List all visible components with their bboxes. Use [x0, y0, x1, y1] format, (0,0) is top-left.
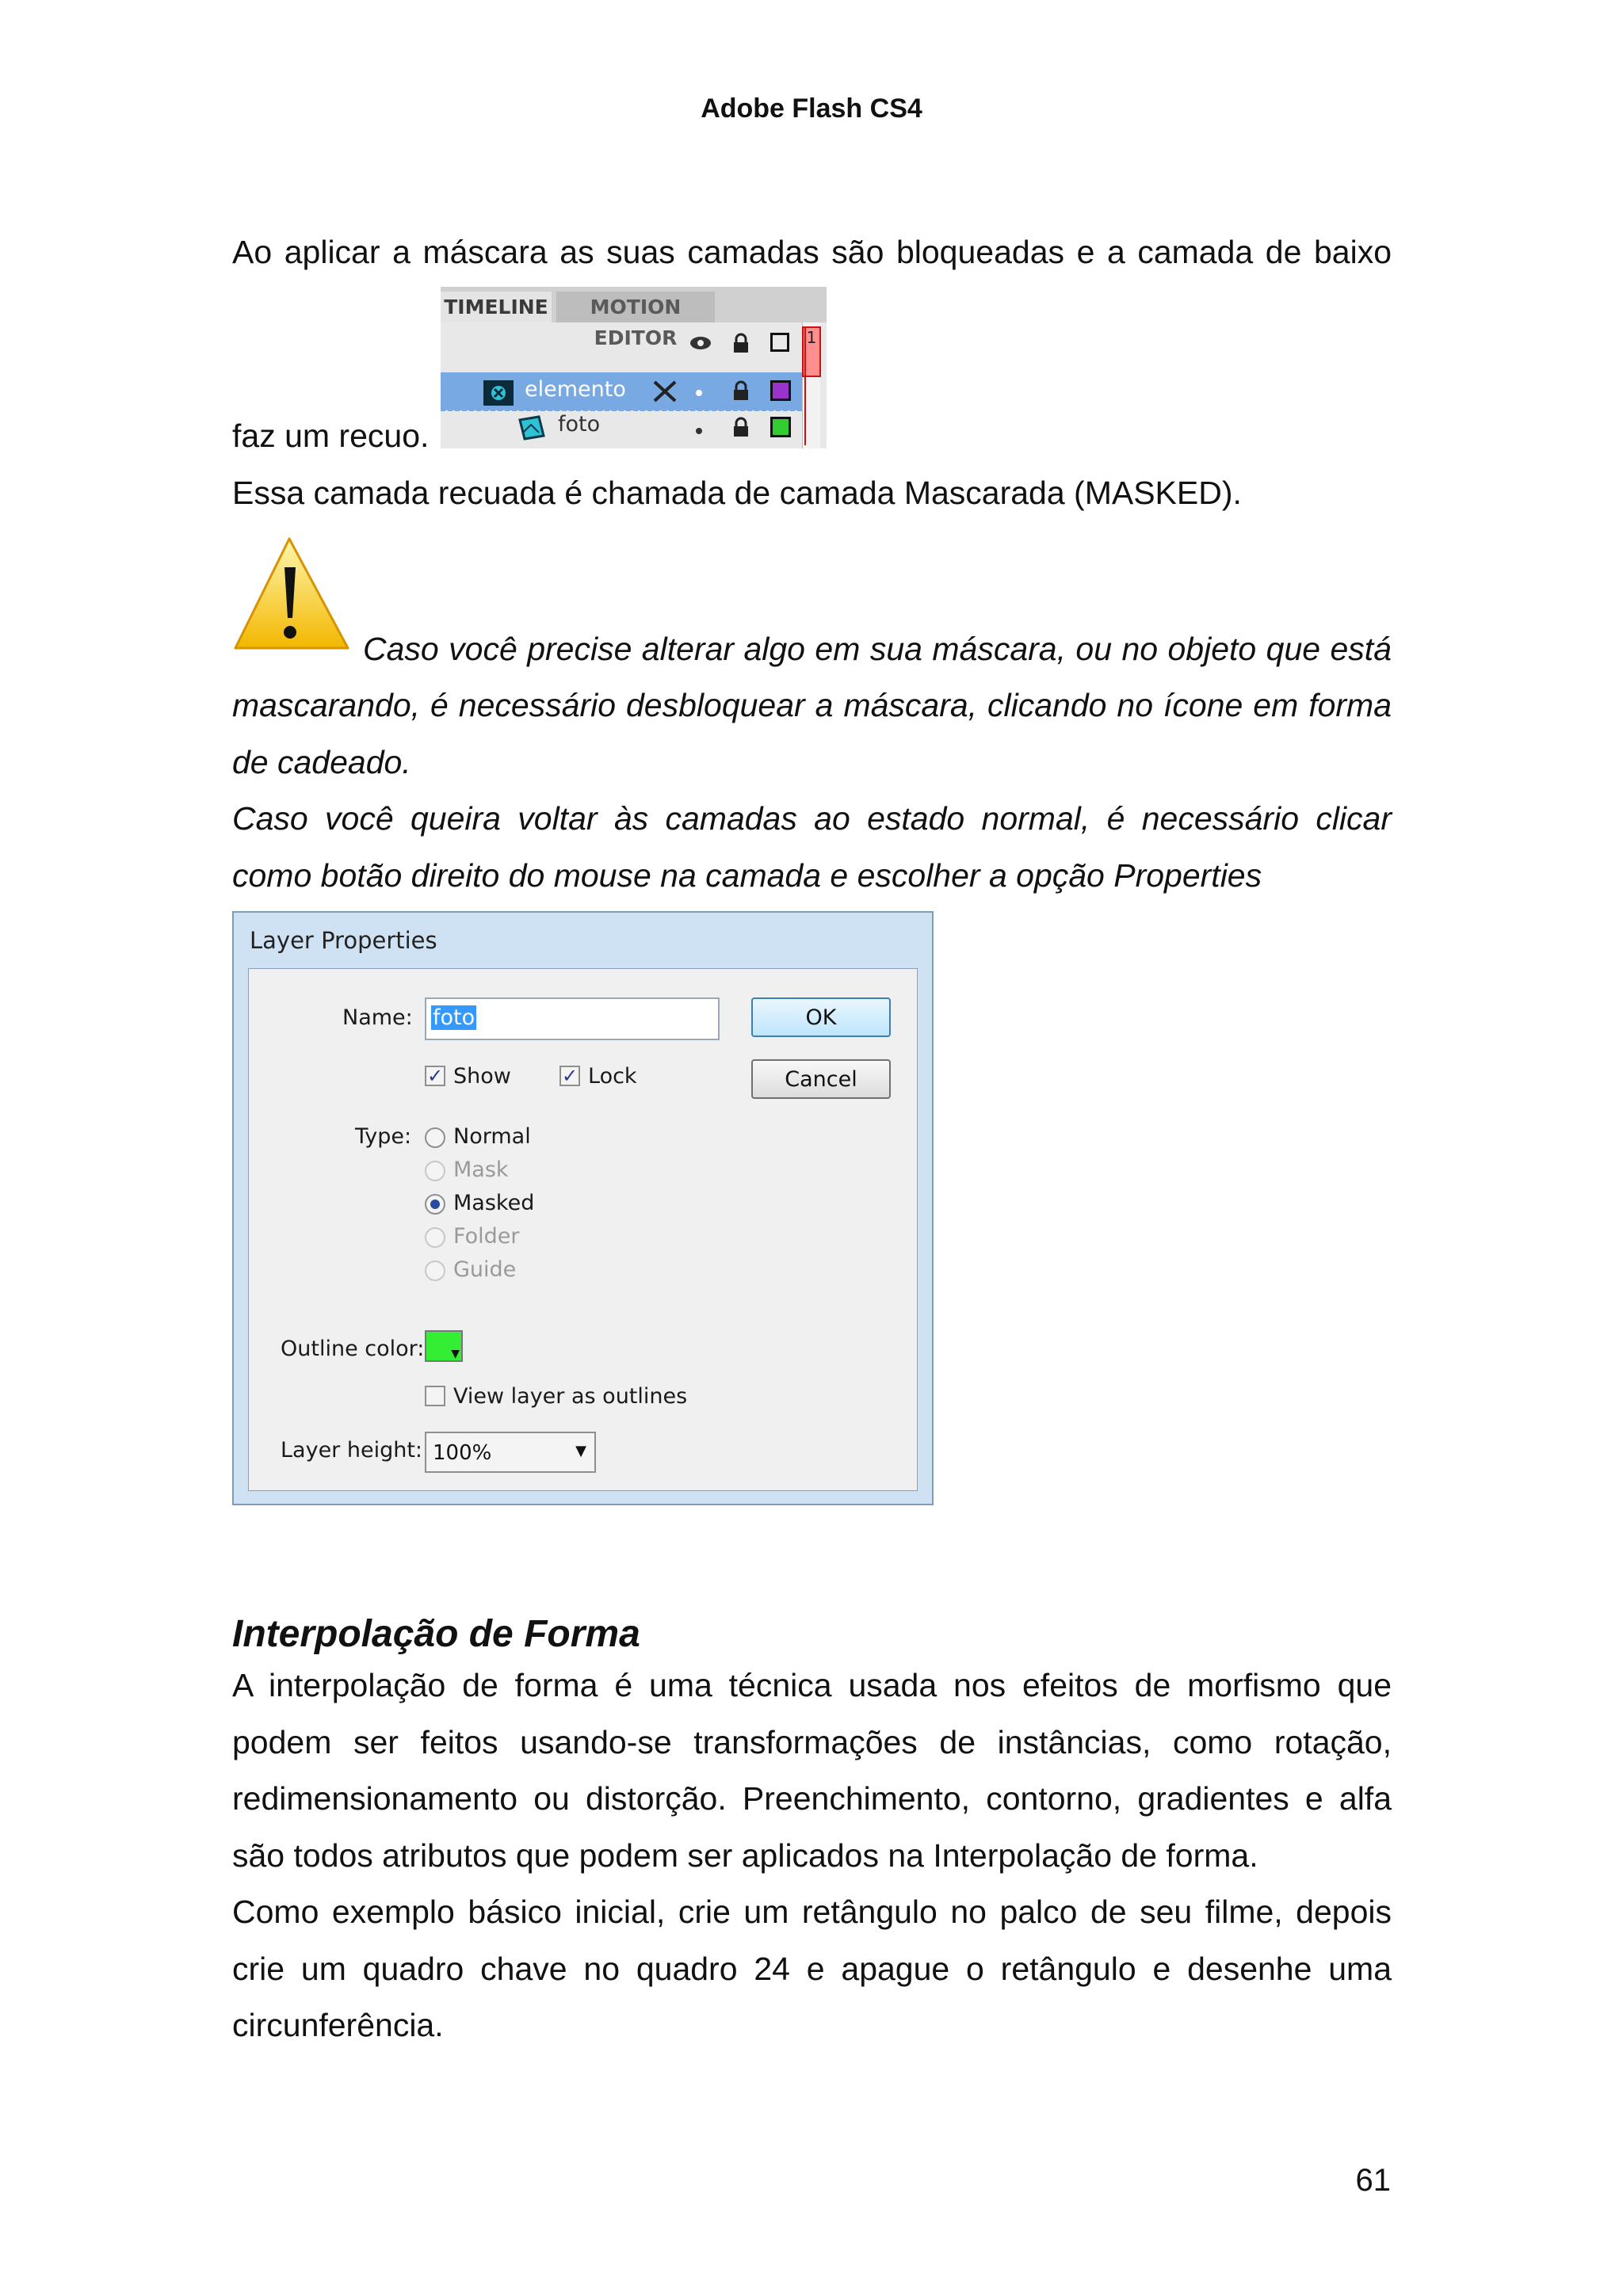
chevron-down-icon: ▼ [575, 1443, 586, 1459]
type-mask-label: Mask [453, 1158, 509, 1182]
masked-description: Essa camada recuada é chamada de camada Mascarada (MASKED). [232, 475, 1242, 511]
type-normal-label: Normal [453, 1124, 531, 1149]
layer-lock-icon[interactable] [732, 417, 750, 441]
warning-line-1: Caso você precise alterar algo em sua máscara, ou no objeto que está [363, 631, 1392, 667]
section-p2-line-3: circunferência. [232, 2007, 444, 2043]
pencil-icon [651, 379, 678, 407]
visibility-dot[interactable] [696, 390, 702, 396]
warning-line-5: como botão direito do mouse na camada e escolher a opção Properties [232, 856, 1262, 894]
name-input-value: foto [433, 1005, 475, 1030]
name-input[interactable] [425, 997, 720, 1040]
type-guide-label: Guide [453, 1257, 517, 1282]
section-p1-line-1: A interpolação de forma é uma técnica usada nos efeitos de morfismo que [232, 1667, 1392, 1703]
view-outlines-label: View layer as outlines [453, 1384, 688, 1409]
timeline-screenshot [441, 287, 827, 448]
eye-icon[interactable] [689, 334, 712, 355]
playhead[interactable] [804, 326, 819, 445]
layer-lock-icon[interactable] [732, 380, 750, 404]
view-outlines-checkbox[interactable] [425, 1386, 445, 1406]
layer-height-label: Layer height: [281, 1438, 423, 1463]
layer-name-foto: foto [558, 412, 601, 437]
dropdown-arrow-icon: ▼ [451, 1348, 460, 1360]
type-masked-radio[interactable] [425, 1194, 445, 1215]
layer-height-value: 100% [433, 1441, 492, 1465]
lock-icon[interactable] [732, 333, 750, 357]
type-label: Type: [355, 1124, 412, 1149]
visibility-dot[interactable] [696, 428, 702, 434]
layer-row-elemento[interactable] [441, 372, 805, 410]
show-label: Show [453, 1064, 511, 1089]
layer-height-select[interactable] [425, 1432, 596, 1473]
outline-color-swatch[interactable] [425, 1330, 463, 1362]
warning-line-3: de cadeado. [232, 743, 411, 780]
tab-timeline[interactable]: TIMELINE [441, 292, 552, 322]
section-p1-line-3: redimensionamento ou distorção. Preenchimento, contorno, gradientes e alfa [232, 1780, 1392, 1817]
section-p1-line-4: são todos atributos que podem ser aplicados na Interpolação de forma. [232, 1836, 1258, 1874]
warning-line-4: Caso você queira voltar às camadas ao estado normal, é necessário clicar [232, 800, 1392, 837]
section-p1-line-2: podem ser feitos usando-se transformações de instâncias, como rotação, [232, 1723, 1392, 1760]
layer-row-foto[interactable] [441, 410, 805, 448]
dialog-body [248, 968, 918, 1491]
ok-button[interactable]: OK [751, 997, 891, 1037]
type-folder-label: Folder [453, 1224, 520, 1249]
layer-color-swatch[interactable] [770, 380, 791, 401]
layer-color-swatch[interactable] [770, 417, 791, 437]
type-masked-label: Masked [453, 1191, 535, 1215]
lock-label: Lock [588, 1064, 637, 1089]
intro-paragraph [232, 224, 1392, 281]
intro-line-1: Ao aplicar a máscara as suas camadas são bloqueadas e a camada de baixo [232, 234, 1392, 270]
intro-line-2: faz um recuo. [232, 418, 430, 454]
lock-checkbox[interactable]: ✓ [559, 1066, 580, 1086]
type-mask-radio [425, 1161, 445, 1181]
page-number: 61 [1355, 2163, 1391, 2198]
warning-icon [232, 536, 351, 653]
layer-name-elemento: elemento [525, 377, 626, 402]
page-header: Adobe Flash CS4 [701, 93, 922, 124]
section-paragraph-1 [232, 1657, 1392, 2054]
warning-line-2: mascarando, é necessário desbloquear a máscara, clicando no ícone em forma [232, 687, 1392, 723]
masked-layer-icon [518, 415, 547, 444]
dialog-title: Layer Properties [250, 927, 437, 954]
name-label: Name: [342, 1005, 413, 1030]
current-frame-number[interactable]: 1 [802, 326, 821, 377]
show-checkbox[interactable]: ✓ [425, 1066, 445, 1086]
timeline-tabs [441, 287, 827, 349]
warning-paragraph [232, 677, 1392, 904]
section-p2-line-1: Como exemplo básico inicial, crie um retângulo no palco de seu filme, depois [232, 1894, 1392, 1930]
tab-motion-editor[interactable]: MOTION EDITOR [556, 292, 715, 322]
outline-color-label: Outline color: [281, 1337, 425, 1361]
section-heading: Interpolação de Forma [232, 1613, 640, 1655]
type-normal-radio[interactable] [425, 1127, 445, 1148]
type-folder-radio [425, 1227, 445, 1248]
cancel-button[interactable]: Cancel [751, 1059, 891, 1099]
section-p2-line-2: crie um quadro chave no quadro 24 e apague o retângulo e desenhe uma [232, 1950, 1392, 1987]
type-guide-radio [425, 1261, 445, 1281]
layer-properties-dialog [232, 911, 934, 1505]
outline-icon[interactable] [770, 333, 789, 352]
mask-layer-icon [483, 380, 514, 406]
